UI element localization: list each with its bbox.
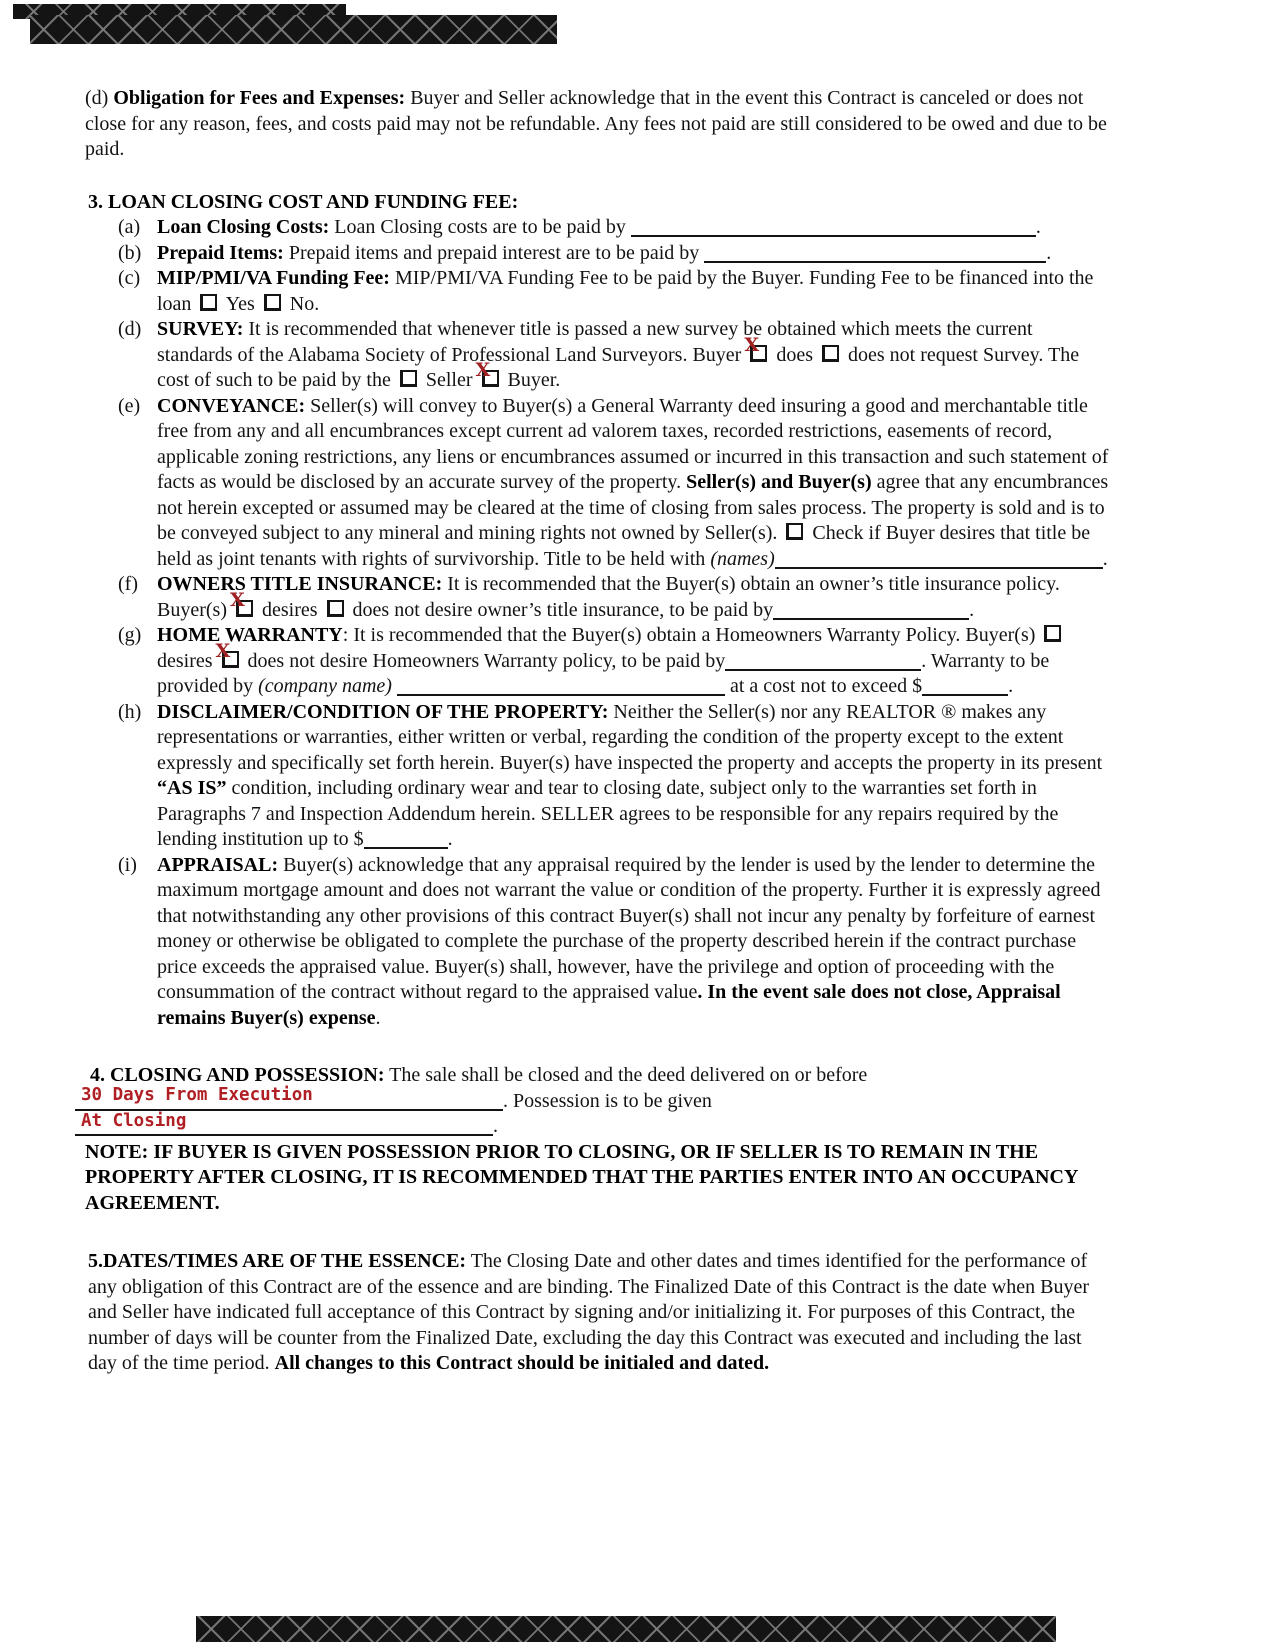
item-label: (d) <box>118 318 142 340</box>
text-run: desires <box>256 598 323 621</box>
red-x-mark-icon: X <box>215 639 231 662</box>
filled-value: At Closing <box>81 1110 187 1131</box>
fill-in-blank[interactable] <box>631 219 1036 237</box>
red-x-mark-icon: X <box>744 333 760 356</box>
text-run: . <box>493 1115 498 1137</box>
text-run: SURVEY: <box>157 318 244 340</box>
item-text <box>157 573 1060 621</box>
list-item-prepaid-items <box>85 241 1109 267</box>
text-run: desires <box>157 649 218 672</box>
text-run: It is recommended that the Buyer(s) obtain an owner’s title insurance policy. Buyer(s) <box>157 573 1060 621</box>
section-3-heading: 3. LOAN CLOSING COST AND FUNDING FEE: <box>88 190 519 213</box>
section-4-note <box>85 1140 1109 1217</box>
text-run: 5.DATES/TIMES ARE OF THE ESSENCE: <box>88 1250 467 1272</box>
list-item-disclaimer-condition <box>85 700 1109 853</box>
item-text <box>157 318 1079 391</box>
checkbox-checked-icon[interactable] <box>475 359 499 387</box>
redacted-footer-bar-icon <box>196 1616 1056 1642</box>
item-text <box>157 701 1102 851</box>
text-run: Loan Closing Costs: <box>157 216 330 238</box>
text-run: Prepaid items and prepaid interest are to be paid by <box>283 241 705 264</box>
form-field-filled[interactable] <box>75 1110 493 1136</box>
fill-in-blank[interactable] <box>922 678 1008 696</box>
red-x-mark-icon: X <box>229 588 245 611</box>
contract-body <box>81 86 1109 1377</box>
text-run: Seller <box>420 369 478 391</box>
checkbox-unchecked-icon[interactable] <box>200 294 217 311</box>
list-item-survey <box>85 317 1109 394</box>
text-run: Prepaid Items: <box>157 241 284 264</box>
text-run: agree that any encumbrances not herein excepted or assumed may be cleared at the time of closing from sales process. The property is sold and is to be conveyed subject to any mineral and mining rights not owned by Seller(s). <box>157 471 1109 544</box>
list-item-conveyance <box>85 394 1109 573</box>
text-run: The Closing Date and other dates and times identified for the performance of any obligation of this Contract are of the essence and are binding. The Finalized Date of this Contract is the date when Buyer and Seller have indicated full acceptance of this Contract by signing and/or initializing it. For purposes of this Contract, the number of days will be counter from the Finalized Date, excluding the day this Contract was executed and including the last day of the time period. <box>88 1250 1090 1374</box>
text-run: DISCLAIMER/CONDITION OF THE PROPERTY: <box>157 700 609 723</box>
text-run: MIP/PMI/VA Funding Fee to be paid by the Buyer. Funding Fee to be financed into the loan <box>157 267 1094 315</box>
section-5-paragraph <box>88 1249 1109 1377</box>
text-run: Buyer. <box>502 369 561 391</box>
item-label: (f) <box>118 573 138 595</box>
text-run: . Possession is to be given <box>503 1089 712 1112</box>
text-run: . <box>1008 675 1014 697</box>
fill-in-blank[interactable] <box>397 678 725 696</box>
checkbox-unchecked-icon[interactable] <box>1044 625 1061 642</box>
text-run: Seller(s) and Buyer(s) <box>686 471 872 493</box>
text-run: Seller(s) will convey to Buyer(s) a General Warranty deed insuring a good and merchantable title free from any and all encumbrances except current ad valorem taxes, recorded restrictions, easements of record, applicable zoning restrictions, any liens or encumbrances assumed or incurred in this transaction and such statement of facts as would be disclosed by an accurate survey of the property. <box>157 394 1109 493</box>
text-run: Buyer(s) acknowledge that any appraisal required by the lender is used by the lender to determine the maximum mortgage amount and does not warrant the value or condition of the property. Further it is expressly agreed that notwithstanding any other provisions of this contract Buyer(s) shall not incur any penalty by forfeiture of earnest money or otherwise be obligated to complete the purchase of the property described herein if the contract purchase price exceeds the appraised value. Buyer(s) shall, however, have the privilege and option of proceeding with the consummation of the contract without regard to the appraised value <box>157 853 1101 1003</box>
text-run: does not request Survey. The cost of such to be paid by the <box>157 343 1080 391</box>
item-text <box>157 395 1108 570</box>
filled-value: 30 Days From Execution <box>81 1085 313 1105</box>
item-text <box>157 242 1051 264</box>
text-run: condition, including ordinary wear and tear to closing date, subject only to the warranties set forth in Paragraphs 7 and Inspection Addendum herein. SELLER agrees to be responsible for any repairs required by the lending institution up to $ <box>157 777 1059 850</box>
item-label: (i) <box>118 853 137 876</box>
item-label: (g) <box>118 624 142 646</box>
form-field-filled[interactable] <box>75 1085 503 1111</box>
text-run: . <box>1046 241 1052 264</box>
checkbox-unchecked-icon[interactable] <box>327 600 344 617</box>
text-run: . <box>1035 216 1041 238</box>
checkbox-unchecked-icon[interactable] <box>400 370 417 387</box>
text-run: OWNERS TITLE INSURANCE: <box>157 573 443 595</box>
text-run: Loan Closing costs are to be paid by <box>329 216 631 238</box>
item-label: (e) <box>118 394 141 417</box>
item-label: (b) <box>118 241 142 264</box>
fill-in-blank[interactable] <box>725 653 921 671</box>
text-run: NOTE: IF BUYER IS GIVEN POSSESSION PRIOR TO CLOSING, OR IF SELLER IS TO REMAIN IN THE PROPERTY AFTER CLOSING, IT IS RECOMMENDED THAT THE PARTIES ENTER INTO AN OCCUPANCY AGREEMENT. <box>85 1140 1078 1214</box>
text-run: Neither the Seller(s) nor any REALTOR ® makes any representations or warranties, either written or verbal, regarding the condition of the property except to the extent expressly and specifically set forth herein. Buyer(s) have inspected the property and accepts the property in its present <box>157 700 1103 774</box>
fill-in-blank[interactable] <box>773 602 969 620</box>
text-run: does <box>771 343 818 366</box>
text-run: does not desire Homeowners Warranty policy, to be paid by <box>242 649 726 672</box>
checkbox-unchecked-icon[interactable] <box>822 345 839 362</box>
list-item-mip-pmi-va-funding-fee <box>85 266 1109 317</box>
list-item-home-warranty <box>85 623 1109 700</box>
list-item-appraisal <box>85 853 1109 1032</box>
text-run: Yes <box>221 292 260 315</box>
text-run: (names) <box>710 547 775 570</box>
item-label: (c) <box>118 267 141 289</box>
text-run: Buyer and Seller acknowledge that in the event this Contract is canceled or does not close for any reason, fees, and costs paid may not be refundable. Any fees not paid are still considered to be owed and due to be paid. <box>85 87 1107 160</box>
section-3-list <box>85 215 1109 1031</box>
item-label: (a) <box>118 216 141 238</box>
fill-in-blank[interactable] <box>704 245 1046 263</box>
checkbox-unchecked-icon[interactable] <box>264 294 281 311</box>
checkbox-checked-icon[interactable] <box>744 333 767 362</box>
text-run: All changes to this Contract should be initialed and dated. <box>274 1352 770 1374</box>
fill-in-blank[interactable] <box>364 831 448 849</box>
red-x-mark-icon: X <box>475 359 491 381</box>
list-item-loan-closing-costs <box>85 215 1109 241</box>
text-run: does not desire owner’s title insurance, to be paid by <box>347 598 774 621</box>
text-run: CONVEYANCE: <box>157 394 306 417</box>
redacted-header-bar-icon <box>30 15 557 44</box>
section-4-fill-line <box>75 1085 1109 1140</box>
text-run: at a cost not to exceed $ <box>724 675 923 697</box>
text-run: . <box>375 1006 381 1029</box>
text-run: . In the event sale does not close, Appraisal remains Buyer(s) expense <box>157 981 1061 1029</box>
text-run: . <box>1102 547 1108 570</box>
text-run: . Warranty to be provided by <box>157 649 1050 697</box>
text-run: : It is recommended that the Buyer(s) obtain a Homeowners Warranty Policy. Buyer(s) <box>342 624 1041 646</box>
text-run: No. <box>284 292 320 315</box>
text-run: It is recommended that whenever title is passed a new survey be obtained which meets the current standards of the Alabama Society of Professional Land Surveyors. Buyer <box>157 318 1033 366</box>
item-text <box>157 624 1065 697</box>
checkbox-checked-icon[interactable] <box>215 639 239 668</box>
text-run: APPRAISAL: <box>157 853 279 876</box>
text-run: HOME WARRANTY <box>157 624 343 646</box>
checkbox-unchecked-icon[interactable] <box>786 523 803 540</box>
list-item-owners-title-insurance <box>85 572 1109 623</box>
item-text <box>157 854 1100 1029</box>
item-text <box>157 267 1093 315</box>
fill-in-blank[interactable] <box>775 551 1103 569</box>
text-run: MIP/PMI/VA Funding Fee: <box>157 267 390 289</box>
text-run: 4. CLOSING AND POSSESSION: <box>90 1064 385 1086</box>
text-run: (d) <box>85 87 114 109</box>
text-run: The sale shall be closed and the deed delivered on or before <box>384 1064 868 1086</box>
item-label: (h) <box>118 700 142 723</box>
text-run: Check if Buyer desires that title be held as joint tenants with rights of survivorship. Title to be held with <box>157 522 1091 570</box>
text-run: “AS IS” <box>157 777 227 799</box>
checkbox-checked-icon[interactable] <box>229 588 253 617</box>
item-text <box>157 216 1041 238</box>
paragraph-obligation-fees <box>85 86 1109 163</box>
text-run: . <box>447 828 453 850</box>
text-run: (company name) <box>258 675 392 697</box>
text-run: Obligation for Fees and Expenses: <box>113 87 406 109</box>
text-run: . <box>969 598 975 621</box>
